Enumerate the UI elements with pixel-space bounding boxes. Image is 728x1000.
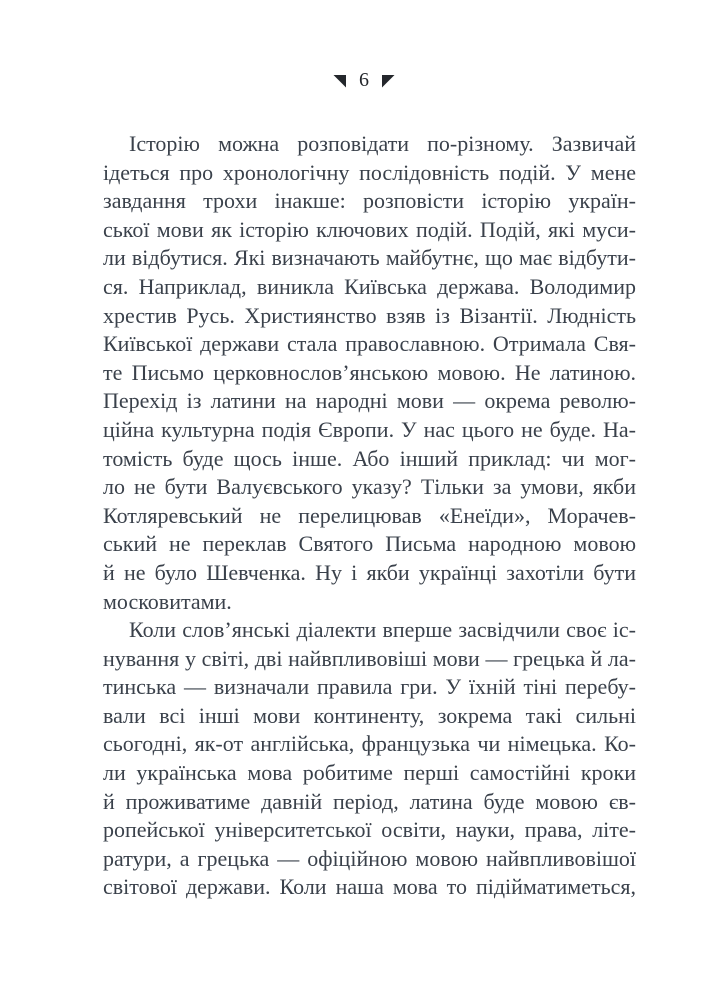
text-line: ли українська мова робитиме перші самостійні кроки [103,760,636,786]
body-text [103,130,636,902]
text-line: Історію можна розповідати по-різному. Зазвичай [129,131,636,156]
text-line: сьогодні, як-от англійська, французька чи німецька. Ко- [103,731,636,757]
text-line: ської мови як історію ключових подій. Подій, які муси- [103,216,636,242]
text-line: ський не переклав Святого Письма народною мовою [103,531,636,557]
text-line: Перехід із латини на народні мови — окрема револю- [103,388,636,414]
text-line: світової держави. Коли наша мова то підійматиметься, [103,874,636,900]
text-line: хрестив Русь. Християнство взяв із Візантії. Людність [103,302,636,328]
text-line: й не було Шевченка. Ну і якби українці захотіли бути [103,559,636,585]
text-line: ло не бути Валуєвського указу? Тільки за умови, якби [103,474,636,500]
text-line: нування у світі, дві найвпливовіші мови — грецька й ла- [103,645,636,671]
page-header [0,71,728,89]
text-line: ропейської університетської освіти, науки, права, літе- [103,817,636,843]
page-number: 6 [359,69,369,91]
text-line: ідеться про хронологічну послідовність подій. У мене [103,159,636,185]
header-right-triangle-icon [382,75,395,88]
text-line: тинська — визначали правила гри. У їхній тіні перебу- [103,674,636,700]
header-left-triangle-icon [333,75,346,88]
text-line: вали всі інші мови континенту, зокрема такі сильні [103,702,636,728]
text-line: ційна культурна подія Європи. У нас цього не буде. На- [103,416,636,442]
text-line: томість буде щось інше. Або інший приклад: чи мог- [103,445,636,471]
text-line: Котляревський не перелицював «Енеїди», Морачев- [103,502,636,528]
text-line: ратури, а грецька — офіційною мовою найвпливовішої [103,845,636,871]
text-line: й проживатиме давній період, латина буде мовою єв- [103,788,636,814]
text-line: Київської держави стала православною. Отримала Свя- [103,331,636,357]
text-line: те Письмо церковнослов’янською мовою. Не латиною. [103,359,636,385]
text-line: завдання трохи інакше: розповісти історію україн- [103,188,636,214]
text-line: Коли слов’янські діалекти вперше засвідчили своє іс- [129,617,636,643]
text-line: московитами. [103,588,232,614]
text-line: ся. Наприклад, виникла Київська держава. Володимир [103,273,636,299]
text-line: ли відбутися. Які визначають майбутнє, що має відбути- [103,245,636,271]
